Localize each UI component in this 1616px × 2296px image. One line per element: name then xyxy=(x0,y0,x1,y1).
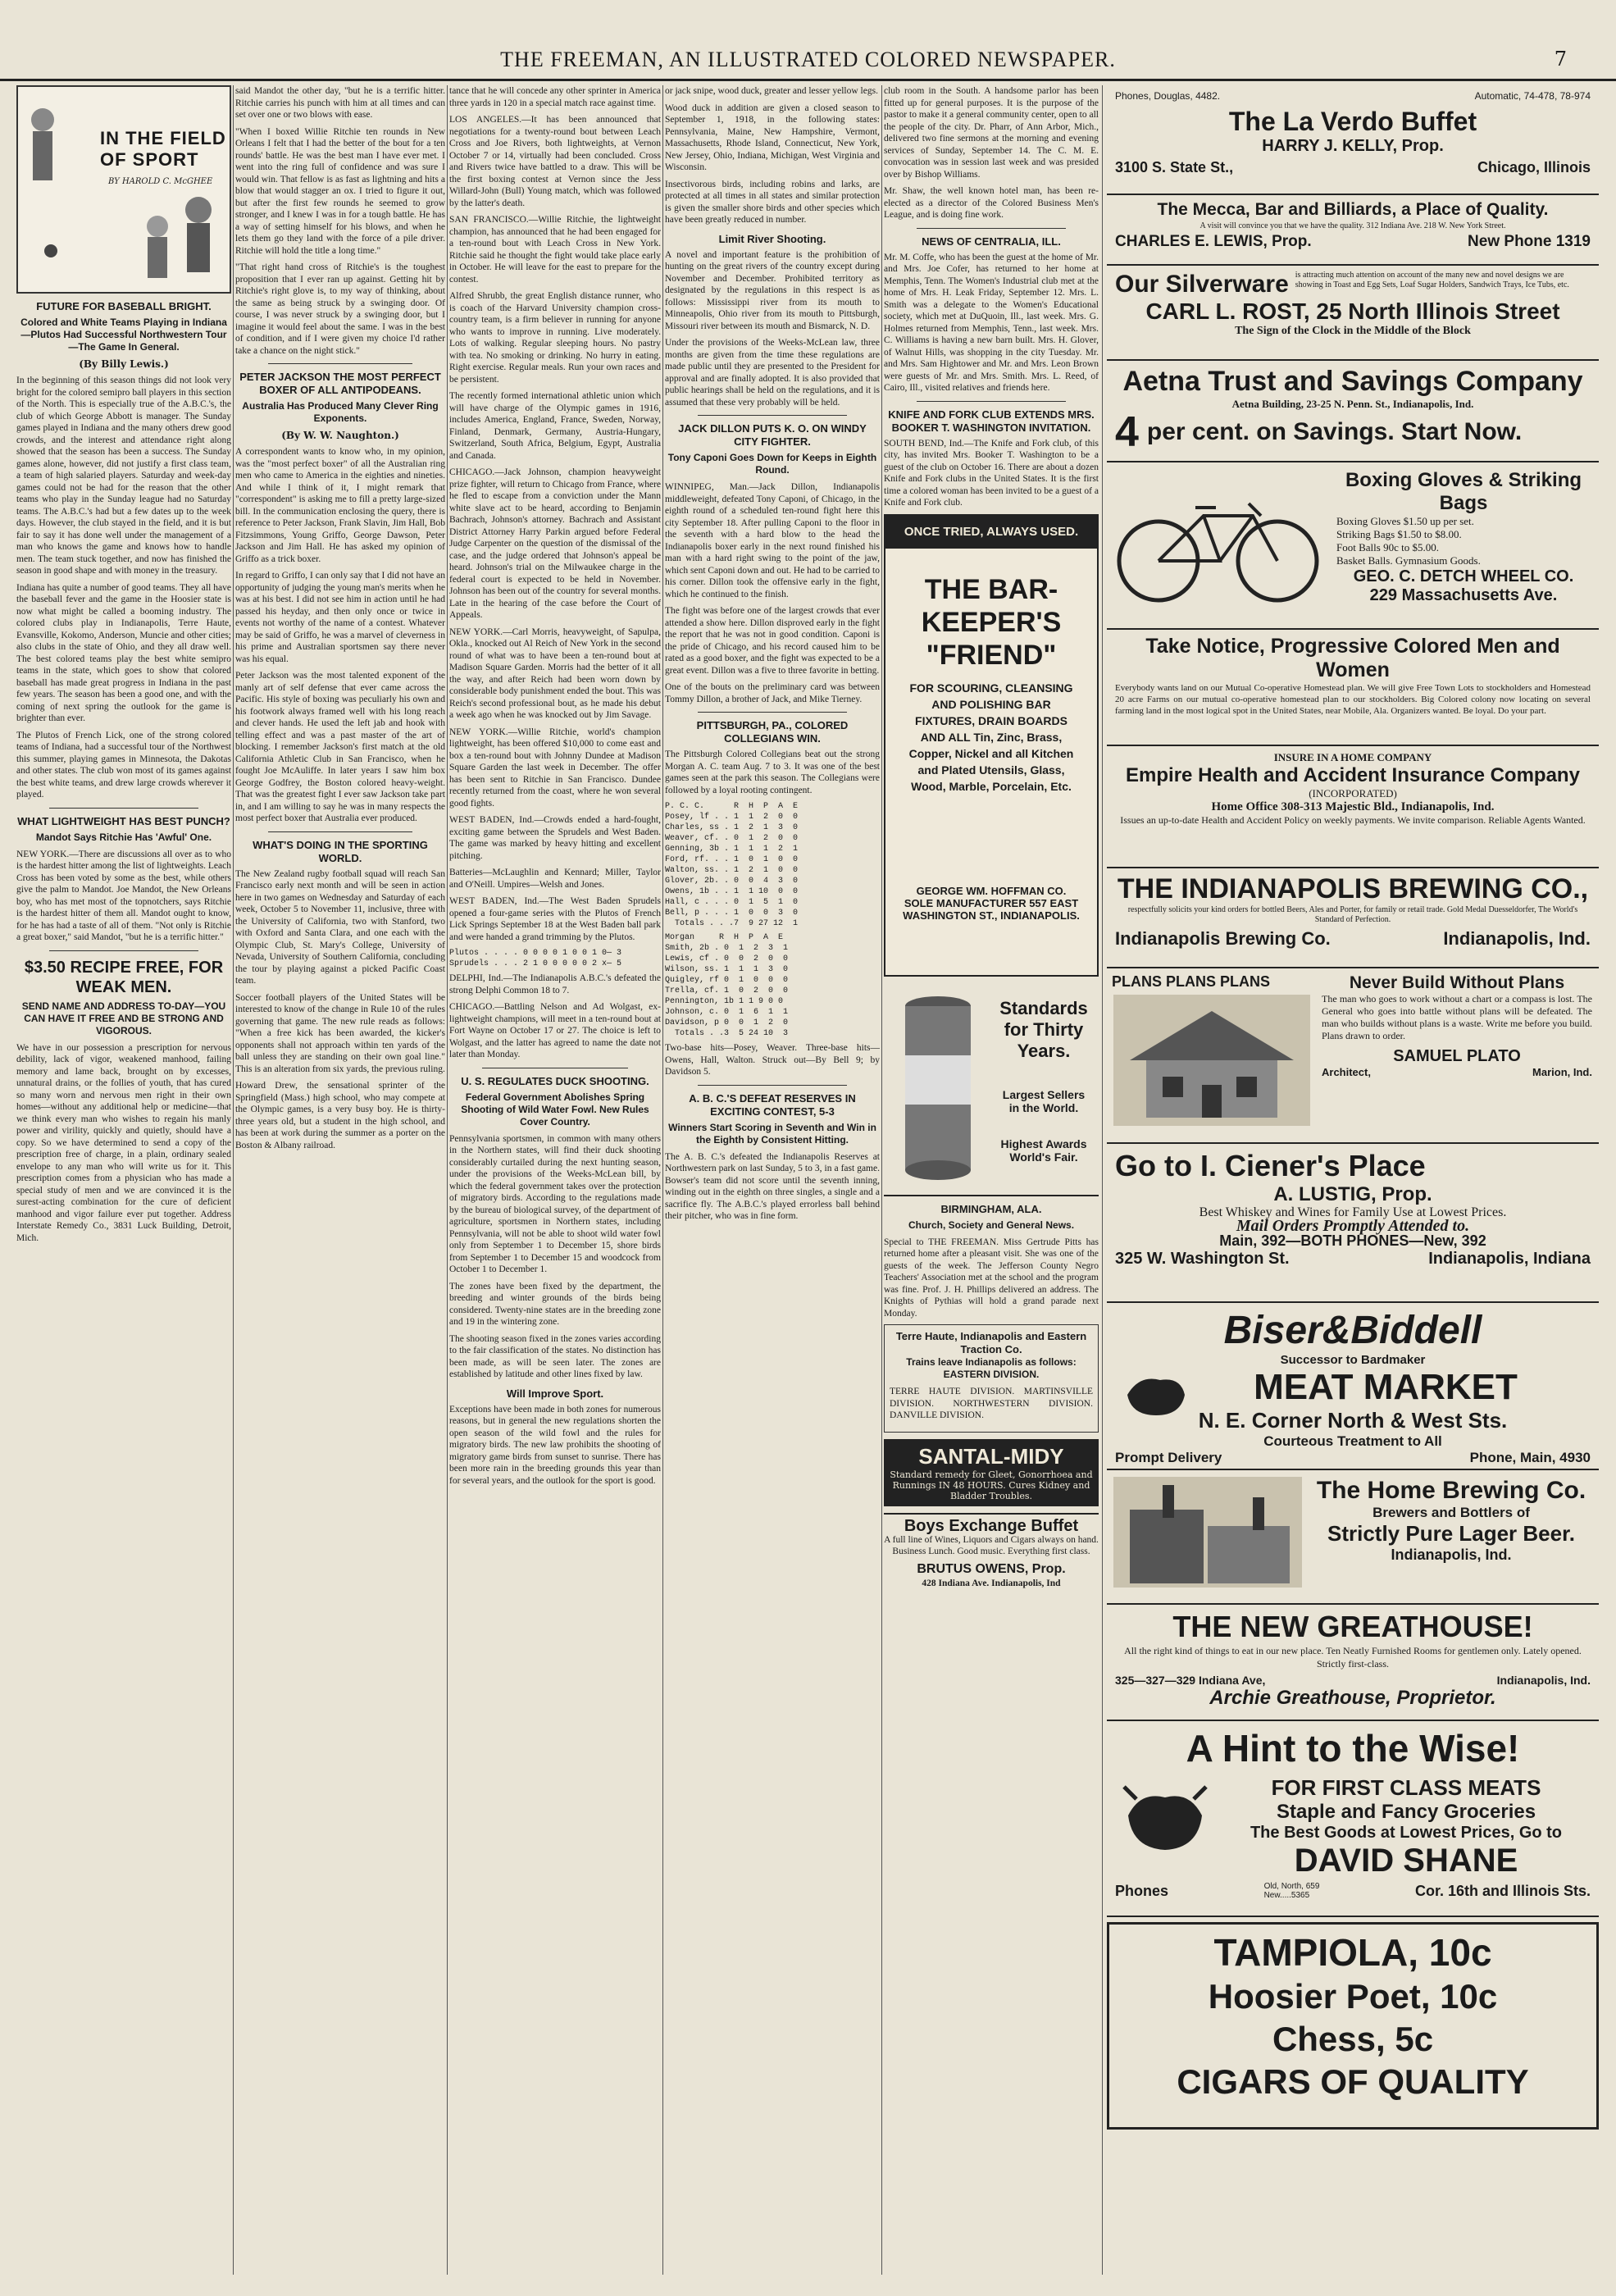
article-paragraph: Pennsylvania sportsmen, in common with many others in the Northern states, will find their duck shooting considerably curtailed during the next hunting season, under the provisions of the Weeks-McLean bill, by which the federal government takes over the protection of migratory birds. According to the regulations made by the bureau of biological survey, of the department of agriculture, sportsmen in Northern states, including Pennsylvania, will not be able to shoot wild water fowl only from September 1 to December 15, shore birds from September 1 to December 15 and woodcock from October 1 to December 1. xyxy=(449,1133,661,1274)
ad-address: 229 Massachusetts Ave. xyxy=(1369,586,1558,604)
subhead: Limit River Shooting. xyxy=(718,232,826,245)
subheadline: Australia Has Produced Many Clever Ring Exponents. xyxy=(242,400,439,424)
subheadline: Colored and White Teams Playing in Indiana—Plutos Had Successful Northwestern Tour—The Game In General. xyxy=(20,317,227,353)
article-paragraph: CHICAGO.—Jack Johnson, champion heavyweight prize fighter, will return to Chicago from France, where he fled to escape from a conviction under the Mann white slave act to be heard, according to Benjamin Bachrach, Johnson's attorney. Bachrach and Assistant District Attorney Harry Parkin argued before Federal Judge Carpenter on the question of the dismissal of the case, and the judge ordered that Johnson's appeal be heard. Johnson's trial on the Milwaukee charge in the federal court is expected to be held in November. Johnson has been out of the country for several months. Late in the hearing of the case before the Court of Appeals. xyxy=(449,467,661,620)
article-paragraph: DELPHI, Ind.—The Indianapolis A.B.C.'s defeated the strong Delphi Common 18 to 7. xyxy=(449,973,661,995)
ad-phone: New Phone 1319 xyxy=(1468,233,1591,250)
article-paragraph: CHICAGO.—Battling Nelson and Ad Wolgast, ex-lightweight champions, will meet in a ten-round bout at Fort Wayne on October 17 or 27. The choice is left to Wolgast, and the latter has agreed to name the date not later than Monday. xyxy=(449,1002,661,1059)
divider xyxy=(917,228,1066,229)
ad-line: Boxing Gloves $1.50 up per set. xyxy=(1336,515,1474,527)
ad-text: Mail Orders Promptly Attended to. xyxy=(1236,1217,1470,1235)
ad-text: A full line of Wines, Liquors and Cigars always on hand. Business Lunch. Good music. Everything first class. xyxy=(884,1534,1099,1556)
ad-tagline: INSURE IN A HOME COMPANY xyxy=(1273,751,1432,763)
ad-city: Marion, Ind. xyxy=(1532,1066,1592,1078)
ad-address: Home Office 308-313 Majestic Bld., Indianapolis, Ind. xyxy=(1211,800,1495,813)
ad-address: Cor. 16th and Illinois Sts. xyxy=(1414,1882,1591,1899)
silverware-ad xyxy=(1107,266,1599,361)
ad-proprietor: CHARLES E. LEWIS, Prop. xyxy=(1115,233,1312,250)
ad-line: CIGARS OF QUALITY xyxy=(1177,2062,1529,2101)
article-paragraph: Alfred Shrubb, the great English distance runner, who is coach of the Harvard University champion cross-country team, is a firm believer in running for anyone who wants to improve in running. Live moderately. Lots of walking. Regular sleeping hours. No pastry with tea. No smoking or drinking. No hurry in eating. Right exercise. Regular meals. Run your own races and be persistent. xyxy=(449,291,661,385)
article-paragraph: The Pittsburgh Colored Collegians beat out the strong Morgan A. C. team Aug. 7 to 3. It was one of the best games seen at the park this season. The Collegians were followed by a loyal rooting contingent. xyxy=(665,749,880,795)
headline: JACK DILLON PUTS K. O. ON WINDY CITY FIGHTER. xyxy=(678,422,867,448)
ad-name: CARL L. ROST, 25 North Illinois Street xyxy=(1145,298,1560,324)
ad-headline: Never Build Without Plans xyxy=(1349,973,1565,992)
traction-ad xyxy=(884,1324,1099,1433)
mecca-ad xyxy=(1107,195,1599,266)
subhead: Will Improve Sport. xyxy=(506,1387,604,1400)
ad-proprietor: Archie Greathouse, Proprietor. xyxy=(1209,1687,1496,1709)
biser-biddell-ad xyxy=(1107,1303,1599,1470)
ad-headline: THE INDIANAPOLIS BREWING CO., xyxy=(1117,873,1589,904)
ad-name: Indianapolis Brewing Co. xyxy=(1115,928,1331,949)
aetna-ad xyxy=(1107,361,1599,462)
ad-text: Prompt Delivery xyxy=(1115,1450,1222,1465)
column-1 xyxy=(16,85,231,2275)
ad-text: Courteous Treatment to All xyxy=(1263,1433,1442,1449)
homestead-ad xyxy=(1107,630,1599,746)
ad-name: DAVID SHANE xyxy=(1294,1843,1518,1879)
column-rule xyxy=(662,85,663,2275)
ad-headline: The Mecca, Bar and Billiards, a Place of Quality. xyxy=(1157,200,1549,219)
ad-address: Aetna Building, 23-25 N. Penn. St., Indianapolis, Ind. xyxy=(1231,398,1474,410)
ad-subheadline: Trains leave Indianapolis as follows: EASTERN DIVISION. xyxy=(906,1356,1077,1380)
ciener-ad xyxy=(1107,1144,1599,1303)
article-paragraph: "That right hand cross of Ritchie's is the toughest proposition that I ever ran up against. Getting hit by Ritchie's right glove is, to my way of thinking, about the same as being struck by a swinging door. Of course, I was never struck by a swinging door, but I imagine it would feel about the same. I was in the best of condition, and if I were given my choice I'd rather take a chance on the night stick." xyxy=(235,262,445,356)
ad-text: Everybody wants land on our Mutual Co-operative Homestead plan. We will give Free Town Lots to stockholders and Homestead 20 acre Farms on our mutual co-operative homestead plan to our stockholders. Big Colored colony now locating on several farming land in the most logical spot in the United States, near Mobile, Ala. Organizers wanted. Be loyal. Do your part. xyxy=(1115,683,1591,716)
ad-headline: Go to I. Ciener's Place xyxy=(1115,1149,1426,1182)
column-rule xyxy=(233,85,234,2275)
ad-city: Indianapolis, Ind. xyxy=(1443,928,1591,949)
article-paragraph: NEW YORK.—Willie Ritchie, world's champion lightweight, has been offered $10,000 to come east and box a ten-round bout with Johnny Dundee at Madison Square Garden the last week in December. The offer has been sent to Ritchie in San Francisco. Dundee recently returned from the coast, where he won several good fights. xyxy=(449,727,661,809)
article-paragraph: Two-base hits—Posey, Weaver. Three-base hits—Owens, Hall, Walton. Struck out—By Bell 9; by Davidson 5. xyxy=(665,1043,880,1077)
article-paragraph: LOS ANGELES.—It has been announced that negotiations for a twenty-round bout between Leach Cross and Joe Rivers, both lightweights, at Vernon October 7 or 14, virtually had been concluded. Cross and Rivers twice have battled to a draw. This will be the first boxing contest at Vernon since the Jess Willard-John (Bull) Young match, which was followed by the latter's death. xyxy=(449,115,661,208)
ad-title: PLANS PLANS PLANS xyxy=(1112,973,1271,990)
ad-text: Highest Awards World's Fair. xyxy=(1000,1137,1087,1164)
article-paragraph: WEST BADEN, Ind.—The West Baden Sprudels opened a four-game series with the Plutos of French Lick Springs September 18 at the West Baden ball park and were handed a grand trimming by the Plutos. xyxy=(449,896,661,942)
hoffman-ad xyxy=(884,982,1099,1196)
article-paragraph: WINNIPEG, Man.—Jack Dillon, Indianapolis middleweight, defeated Tony Caponi, of Chicago, in the eighth round of a scheduled ten-round fight here this city September 18. After pulling Caponi to the floor in the seventh with a hard blow to the head the Indianapolis boxer early in the next round finished his man with a hard right swing to the point of the jaw, which sent Caponi down and out. He had to be carried to his corner. Dillon took the offensive early in the fight, which he continued to the finish. xyxy=(665,482,880,599)
ad-line: Striking Bags $1.50 to $8.00. xyxy=(1336,528,1462,540)
ad-line: The Best Goods at Lowest Prices, Go to xyxy=(1250,1824,1563,1842)
column-rule xyxy=(881,85,882,2275)
headline: A. B. C.'S DEFEAT RESERVES IN EXCITING CONTEST, 5-3 xyxy=(689,1091,856,1118)
article-paragraph: Indiana has quite a number of good teams. They all have the baseball fever and the game in the Hoosier state is now what might be called a booming industry. The colored clubs play in Indianapolis, Terre Haute, Evansville, Kokomo, Anderson, Muncie and other cities; also clubs in the state of Ohio, and they all draw well. The best colored teams play the best white semipro teams in the state, which goes to show that colored baseball has made great progress in Indiana in the past few years. The season has been a good one, and with the coming of next spring the outlook for the game is brighter than ever. xyxy=(16,582,231,723)
article-paragraph: Under the provisions of the Weeks-McLean law, three months are given from the time these regulations are made public until they are presented to the President for approval and are finally adopted. It is also provided that public hearings shall be held on the regulations, and it is assumed that these very probably will be held. xyxy=(665,338,880,408)
ad-headline: Boxing Gloves & Striking Bags xyxy=(1345,469,1582,514)
ad-address: 325—327—329 Indiana Ave, xyxy=(1115,1674,1266,1687)
divider xyxy=(698,415,847,416)
ad-headline: Empire Health and Accident Insurance Company xyxy=(1126,764,1580,786)
ad-text: Standard remedy for Gleet, Gonorrhoea and Runnings IN 48 HOURS. Cures Kidney and Bladder Troubles. xyxy=(890,1469,1093,1501)
ad-name: SAMUEL PLATO xyxy=(1393,1047,1521,1065)
greathouse-ad xyxy=(1107,1605,1599,1721)
ad-text: All the right kind of things to eat in our new place. Ten Neatly Furnished Rooms for gentlemen only. Lately opened. Strictly first-class. xyxy=(1124,1645,1582,1670)
laverdo-ad xyxy=(1107,85,1599,195)
article-paragraph: SOUTH BEND, Ind.—The Knife and Fork club, of this city, has invited Mrs. Booker T. Washington to be a guest of the club on October 16. There are about a dozen Knife and Fork clubs in the United States. It is the first time a colored woman has been invited to be a guest of a Knife and Fork club. xyxy=(884,438,1099,508)
article-paragraph: or jack snipe, wood duck, greater and lesser yellow legs. xyxy=(665,86,878,96)
article-paragraph: Mr. M. Coffe, who has been the guest at the home of Mr. and Mrs. Joe Cofer, has returned to her home at Memphis, Tenn. The Women's Industrial club met at the home of Mrs. H. Leak Friday, September 12. Mrs. L. Smith was a delegate to the Women's Educational society, which met at DuQuoin, Ill., last week. Mrs. G. Holmes returned from Memphis, Tenn., last week. Mrs. C. Williams is having a new barn built. Mrs. H. Glover, of Walnut Hills, was shopping in the city Tuesday. Mr. and Mrs. Sam Hightower and Mr. and Mrs. Leon Brown were guests of Mr. and Mrs. Smith. Mrs. L. Reed, of Cairo, Ill., visited relatives and friends here. xyxy=(884,252,1099,393)
ad-headline: The Home Brewing Co. xyxy=(1316,1477,1586,1504)
barkeepers-friend-ad xyxy=(884,514,1099,977)
ad-label: Phones xyxy=(1115,1882,1169,1899)
ad-tagline: The Sign of the Clock in the Middle of the Block xyxy=(1235,325,1471,337)
ad-city: Indianapolis, Ind. xyxy=(1496,1674,1591,1687)
home-brewing-ad xyxy=(1107,1470,1599,1605)
ad-banner: ONCE TRIED, ALWAYS USED. xyxy=(885,516,1097,549)
article-paragraph: club room in the South. A handsome parlor has been fitted up for general purposes. It is the purpose of the pastor to make it a general community center, open to all the people of the city. Dr. Pharr, of Ann Arbor, Mich., delivered two fine sermons at the morning and evening services of Sunday, September 14. The C. M. E. convocation was in session last week and was presided over by Bishop Williams. xyxy=(884,86,1099,180)
article-paragraph: In the beginning of this season things did not look very bright for the colored semipro ball players in this section of the North. This is especially true of the A.B.C.'s, the club of which George Abbott is manager. The Sunday games played in Indiana and the many others drew good crowds, and the interest and attendance right along showed that the season has been a success. The Sunday games alone, however, did not justify a first class team, a team of high salaried players. Saturday and week-day games could not be had for the reason that the other teams who play in the Sunday league had no Saturday teams. The A.B.C.'s had but a few dates up to the week days. However, the club stayed in the field, and it is but fair to say it has done well under the management of a man who knows the game and knows how to handle men. The team stuck together, and now has finished the season in good shape and with money in the treasury. xyxy=(16,376,231,576)
boxing-goods-ad xyxy=(1107,462,1599,630)
ad-headline: A Hint to the Wise! xyxy=(1186,1727,1520,1770)
ad-text: (INCORPORATED) xyxy=(1309,787,1397,800)
ad-rate-number: 4 xyxy=(1115,408,1139,456)
ad-role: Architect, xyxy=(1322,1066,1371,1078)
headline: KNIFE AND FORK CLUB EXTENDS MRS. BOOKER T. WASHINGTON INVITATION. xyxy=(888,408,1095,434)
box-score: Morgan R H P A E Smith, 2b . 0 1 2 3 1 Lewis, cf . 0 0 2 0 0 Wilson, ss. 1 1 1 3 0 Quigley, rf 0 1 0 0 0 Trella, cf. 1 0 2 0 0 Pennington, 1b 1 1 9 0 0 Johnson, c. 0 1 6 1 1 Davidson, p 0 0 1 2 0 Totals . .3 5 24 10 3 xyxy=(665,933,789,1038)
ad-line: Basket Balls. Gymnasium Goods. xyxy=(1336,554,1481,567)
ad-headline: Terre Haute, Indianapolis and Eastern Traction Co. xyxy=(895,1330,1087,1355)
column-3 xyxy=(449,85,661,2275)
ad-headline: Aetna Trust and Savings Company xyxy=(1122,366,1583,397)
article-paragraph: A novel and important feature is the prohibition of hunting on the great rivers of the country except during November and December. Prohibited territory as designated by the regulations in this respect is as follows: Mississippi river from its mouth to Minneapolis, Ohio river from its mouth to Pittsburgh, Missouri river between its mouth and Bismarck, N. D. xyxy=(665,249,880,331)
ad-address: 325 W. Washington St. xyxy=(1115,1250,1290,1268)
article-paragraph: NEW YORK.—Carl Morris, heavyweight, of Sapulpa, Okla., knocked out Al Reich of New York in the second round of what was to have been a ten-round bout at Madison Square Garden. Morris had the better of it all the way, and after Reich had been worn down by considerable body punishment ended the bout. This was Reich's second professional bout, as he made his debut a week ago when he was knocked out by Jim Savage. xyxy=(449,626,661,720)
page-number: 7 xyxy=(1554,48,1567,71)
column-2 xyxy=(235,85,445,2275)
ad-text: Successor to Bardmaker xyxy=(1280,1353,1426,1367)
ad-proprietor: A. LUSTIG, Prop. xyxy=(1273,1183,1432,1205)
box-score: P. C. C. R H P A E Posey, lf . . 1 1 2 0 0 Charles, ss . 1 2 1 3 0 Weaver, cf. . 0 1 2 0 0 Genning, 3b . 1 1 1 2 1 Ford, rf. . . 1 0 1 0 0 Walton, ss. . 1 2 1 0 0 Glover, 2b. . 0 0 4 3 0 Owens, 1b . . 1 1 10 0 0 Hall, c . . . 0 1 5 1 0 Bell, p . . . 1 0 0 3 0 Totals . . .7 9 27 12 1 xyxy=(665,802,799,928)
ad-line: Foot Balls 90c to $5.00. xyxy=(1336,541,1439,554)
article-paragraph: Insectivorous birds, including robins and larks, are protected at all times in all states and similar protection is given the smaller shore birds and other species which have been greatly reduced in number. xyxy=(665,179,880,225)
ad-rate-text: per cent. on Savings. Start Now. xyxy=(1146,418,1523,445)
ad-headline: Our Silverware xyxy=(1115,271,1289,298)
bull-icon xyxy=(1123,1370,1189,1419)
headline: PITTSBURGH, PA., COLORED COLLEGIANS WIN. xyxy=(696,719,849,745)
subheadline: Federal Government Abolishes Spring Shooting of Wild Water Fowl. New Rules Cover Country. xyxy=(461,1091,649,1128)
column-4 xyxy=(665,85,880,2275)
article-paragraph: Wood duck in addition are given a closed season to September 1, 1918, in the following states: Pennsylvania, Maine, New Hampshire, Vermont, Massachusetts, Rhode Island, Connecticut, New York, New Jersey, Ohio, Indiana, Michigan, West Virginia and Wisconsin. xyxy=(665,102,880,172)
article-paragraph: tance that he will concede any other sprinter in America three yards in 120 in a special match race against time. xyxy=(449,86,661,108)
bicycle-icon xyxy=(1113,483,1327,606)
ad-body: We have in our possession a prescription for nervous debility, lack of vigor, weakened manhood, failing memory and lame back, brought on by excesses, unnatural drains, or the follies of youth, that has cured so many worn and nervous men right in their own homes—without any additional help or medicine—that we think every man who wishes to regain his manly power and virility, quickly and quietly, should have a copy. So we have determined to send a copy of the prescription free of charge, in a plain, ordinary sealed envelope to any man who will write us for it. This prescription comes from a physician who has made a special study of men and we are convinced it is the surest-acting combination for the cure of deficient manhood and vigor failure ever put together. Address Interstate Remedy Co., 3831 Luck Building, Detroit, Mich. xyxy=(16,1042,231,1243)
page-header xyxy=(0,41,1616,81)
insurance-ad xyxy=(1107,746,1599,868)
line-score: Plutos . . . . 0 0 0 0 1 0 0 1 0— 3 Sprudels . . . 2 1 0 0 0 0 0 2 x— 5 xyxy=(449,949,622,968)
article-paragraph: SAN FRANCISCO.—Willie Ritchie, the lightweight champion, has announced that he had been engaged for a ten-round bout with Leach Cross in New York. Ritchie said he thought the fight would take place early in October. He will leave for the east to prepare for the contest. xyxy=(449,215,661,285)
divider xyxy=(49,950,198,951)
ad-city: Chicago, Illinois xyxy=(1477,159,1591,175)
boys-exchange-ad xyxy=(884,1513,1099,1590)
ad-text: Largest Sellers in the World. xyxy=(1002,1087,1086,1114)
ad-line: Hoosier Poet, 10c xyxy=(1208,1977,1498,2016)
divider xyxy=(268,831,412,832)
article-paragraph: A correspondent wants to know who, in my opinion, was the "most perfect boxer" of all the Australian ring men who came to America in the eighties and nineties. And while I think of it, I might remark that "correspondent" is asking me to fill a pretty large-sized bill. In the communication enclosing the query, there is reference to Peter Jackson, Frank Slavin, Jim Hall, Bob Fitzsimmons, Young Griffo, George Dawson, Peter Jackson and Jim Hall. He has asked my opinion of Griffo as a trick boxer. xyxy=(235,447,445,564)
ad-brand: THE BAR-KEEPER'S "FRIEND" xyxy=(921,573,1062,671)
article-paragraph: The A. B. C.'s defeated the Indianapolis Reserves at Northwestern park on last Sunday, 5 to 3, in a fast game. Bowser's team did not score until the seventh inning, winding out in the eighth on three singles, a single and a sacrifice fly. The A.B.C.'s played errorless ball behind their pitcher, who was in fine form. xyxy=(665,1151,880,1221)
ad-body: FOR SCOURING, CLEANSING AND POLISHING BAR FIXTURES, DRAIN BOARDS AND ALL Tin, Zinc, Brass, Copper, Nickel and all Kitchen and Plated Utensils, Glass, Wood, Marble, Porcelain, Etc. xyxy=(908,681,1074,793)
article-paragraph: The fight was before one of the largest crowds that ever attended a show here. Dillon disproved early in the fight the report that he was not in good condition. Caponi is the pride of Chicago, and his record caused him to be rated as a good boxer, and the fight was expected to be a great event. Dillon was a five to three favorite in betting. xyxy=(665,606,880,676)
headline: WHAT'S DOING IN THE SPORTING WORLD. xyxy=(253,838,428,864)
cartoon-illustration xyxy=(18,87,230,289)
article-paragraph: Exceptions have been made in both zones for numerous reasons, but in general the new regulations shorten the open season of the wild fowl and the rules for migratory birds. The new law prohibits the shooting of migratory game birds from sunset to sunrise. There has been more rain in the breeding grounds this year than for several years, and the outlook for the sport is good. xyxy=(449,1404,661,1486)
article-paragraph: The New Zealand rugby football squad will reach San Francisco early next month and will be seen in action here in two games on Wednesday and Saturday of each week, October 5 to November 11, inclusive, three with the University of California, two with Stanford, two with Oxford and Santa Clara, and one each with the Olympic Club, St. Mary's College, University of Nevada, University of Southern California, concluding the tour by playing against a picked Pacific Coast team. xyxy=(235,868,445,986)
santal-ad xyxy=(884,1439,1099,1506)
advertisements-column xyxy=(1107,85,1599,2275)
ad-subheadline: SEND NAME AND ADDRESS TO-DAY—YOU CAN HAVE IT FREE AND BE STRONG AND VIGOROUS. xyxy=(21,1000,226,1036)
ad-phone: New.....5365 xyxy=(1263,1891,1310,1900)
article-paragraph: Mr. Shaw, the well known hotel man, has been re-elected as a director of the Colored Business Men's League, and is doing fine work. xyxy=(884,186,1099,220)
ad-text: is attracting much attention on account of the many new and novel designs we are showing in Toast and Egg Sets, Loaf Sugar Holders, Sandwich Trays, Ice Tubs, etc. xyxy=(1295,271,1569,289)
ad-address: 428 Indiana Ave. Indianapolis, Ind xyxy=(922,1578,1061,1588)
cow-icon xyxy=(1120,1783,1210,1856)
column-rule xyxy=(447,85,448,2275)
divider xyxy=(49,808,198,809)
cigar-ad xyxy=(1107,1922,1599,2130)
column-5 xyxy=(884,85,1099,2275)
article-paragraph: NEW YORK.—There are discussions all over as to who is the hardest hitter among the list of lightweights. Leach Cross has been voted by some as the best, while others give the palm to Mandot. Joe Mandot, the New Orleans boy, who has met most of the topnotchers, says Ritchie is the hardest hitter of them all. Mandot ought to know, for he has had a taste of all of them. "Not only is Ritchie a great boxer," said Mandot, "but he is a terrific hitter." xyxy=(16,849,231,942)
ad-city: Indianapolis, Ind. xyxy=(1391,1547,1512,1563)
subheadline: Winners Start Scoring in Seventh and Win in the Eighth by Consistent Hitting. xyxy=(668,1121,876,1146)
article-paragraph: Howard Drew, the sensational sprinter of the Springfield (Mass.) high school, who may compete at the Olympic games, is a very busy boy. He is thirty-three years old, but a student in the high school, and has been at work during the summer as a porter on the Boston & Albany railroad. xyxy=(235,1081,445,1150)
article-paragraph: The shooting season fixed in the zones varies according to the fair classification of the states. No distinction has been made, as will be seen later. The zones are established by latitude and other lines fixed by law. xyxy=(449,1333,661,1379)
divider xyxy=(917,401,1066,402)
ad-maker: GEORGE WM. HOFFMAN CO. SOLE MANUFACTURER 557 EAST WASHINGTON ST., INDIANAPOLIS. xyxy=(903,884,1080,922)
article-paragraph: Soccer football players of the United States will be interested to know of the change in Rule 10 of the rules governing that game. The new rule reads as follows: "When a free kick has been awarded, the kicker's opponents shall not approach within ten yards of the ball unless they are standing on their own goal line." This is an alteration from six yards, the previous ruling. xyxy=(235,992,445,1074)
ad-text: A visit will convince you that we have the quality. 312 Indiana Ave. 218 W. New York Street. xyxy=(1199,221,1506,230)
divider xyxy=(698,712,847,713)
ad-subheadline: MEAT MARKET xyxy=(1254,1367,1518,1407)
article-paragraph: Peter Jackson was the most talented exponent of the manly art of self defense that ever came across the Pacific. His style of boxing was peculiarly his own and his footwork always framed well with his long reach and clever hands. He used the left jab and hook with telling effect and was a past master of the art of blocking. I remember Jackson's first match at the old California Athletic Club in San Francisco, when he fought Joe McAuliffe. In later years I saw him box George Godfrey, the Boston colored heavy-weight. That was the greatest fight I ever saw Jackson take part in, and I am willing to say he was in many respects the most perfect boxer that Australia ever produced. xyxy=(235,671,445,823)
column-rule xyxy=(1102,85,1103,2275)
subheadline: Tony Caponi Goes Down for Keeps in Eighth Round. xyxy=(667,452,877,476)
headline: FUTURE FOR BASEBALL BRIGHT. xyxy=(36,300,212,312)
subheadline: Church, Society and General News. xyxy=(908,1219,1075,1231)
ad-brand: SANTAL-MIDY xyxy=(918,1443,1064,1469)
ad-text: Best Whiskey and Wines for Family Use at Lowest Prices. xyxy=(1199,1205,1507,1219)
subheadline: Mandot Says Ritchie Has 'Awful' One. xyxy=(35,831,212,843)
ad-text: Issues an up-to-date Health and Accident Policy on weekly payments. We invite comparison. Reliable Agents Wanted. xyxy=(1120,814,1586,826)
article-paragraph: The recently formed international athletic union which will have charge of the Olympic games in 1916, includes America, England, France, Sweden, Norway, Finland, Denmark, Germany, Austria-Hungary, Switzerland, South Africa, Belgium, Egypt, Australia and Canada. xyxy=(449,391,661,461)
masthead-title: THE FREEMAN, AN ILLUSTRATED COLORED NEWSPAPER. xyxy=(500,48,1116,71)
ad-address: N. E. Corner North & West Sts. xyxy=(1198,1408,1508,1433)
ad-headline: Boys Exchange Buffet xyxy=(904,1516,1079,1535)
divider xyxy=(698,1085,847,1086)
ad-phone: Old, North, 659 xyxy=(1263,1882,1320,1891)
can-icon xyxy=(889,990,987,1187)
ad-name: GEO. C. DETCH WHEEL CO. xyxy=(1353,567,1574,585)
ad-city: Indianapolis, Indiana xyxy=(1428,1250,1591,1268)
ad-phone: Phones, Douglas, 4482. xyxy=(1115,90,1221,102)
ad-headline: Biser&Biddell xyxy=(1223,1309,1482,1352)
ad-text: respectfully solicits your kind orders for bottled Beers, Ales and Porter, for family or retail trade. Gold Medal Duesseldorfer, The World's Standard of Perfection. xyxy=(1127,905,1578,924)
ad-address: 3100 S. State St., xyxy=(1115,159,1234,175)
ad-headline: Standards for Thirty Years. xyxy=(999,997,1088,1061)
ad-headline: THE NEW GREATHOUSE! xyxy=(1172,1610,1533,1643)
article-paragraph: Batteries—McLaughlin and Kennard; Miller, Taylor and O'Neill. Umpires—Welsh and Jones. xyxy=(449,868,661,890)
article-paragraph: WEST BADEN, Ind.—Crowds ended a hard-fought, exciting game between the Sprudels and West Baden. The game was marked by heavy hitting and excellent pitching. xyxy=(449,815,661,861)
headline: WHAT LIGHTWEIGHT HAS BEST PUNCH? xyxy=(17,814,230,827)
cartoon-byline: BY HAROLD C. McGHEE xyxy=(108,177,213,186)
divider xyxy=(268,363,412,364)
ad-body: TERRE HAUTE DIVISION. MARTINSVILLE DIVISION. NORTHWESTERN DIVISION. DANVILLE DIVISION. xyxy=(890,1387,1093,1420)
brewing-ad xyxy=(1107,868,1599,968)
house-illustration xyxy=(1113,995,1310,1126)
ad-subheadline: Strictly Pure Lager Beer. xyxy=(1327,1521,1576,1546)
ad-text: Brewers and Bottlers of xyxy=(1372,1505,1530,1520)
byline: (By Billy Lewis.) xyxy=(79,358,169,370)
ad-line: Chess, 5c xyxy=(1272,2020,1434,2058)
article-paragraph: Special to THE FREEMAN. Miss Gertrude Pitts has returned home after a pleasant visit. She was one of the guests of the week. The Jefferson County Negro Teachers' Association met at the school and the program was fine. Prof. J. H. Phillips delivered an address. The Knights of Pythias will hold a grand parade next Monday. xyxy=(884,1237,1099,1319)
ad-headline: The La Verdo Buffet xyxy=(1228,107,1477,136)
article-paragraph: The zones have been fixed by the department, the breeding and winter grounds of the birds being considered. Twenty-nine states are in the breeding zone and 19 in the wintering zone. xyxy=(449,1281,661,1327)
headline: BIRMINGHAM, ALA. xyxy=(940,1202,1042,1215)
ad-line: TAMPIOLA, 10c xyxy=(1213,1931,1492,1974)
ad-line: Staple and Fancy Groceries xyxy=(1276,1801,1536,1823)
ad-line: FOR FIRST CLASS MEATS xyxy=(1271,1775,1541,1800)
david-shane-ad xyxy=(1107,1721,1599,1917)
sport-cartoon xyxy=(16,85,231,294)
article-paragraph: "When I boxed Willie Ritchie ten rounds in New Orleans I felt that I had the better of the bout for a ten rounds' battle. He was the best man I have ever met. I went into the ring full of confidence and was sure I would win. That fellow is as fast as lightning and hits a blow that would stagger an ox. I tried to figure it out, but after the first few rounds he seemed to grow stronger, and I knew I was in for a tough battle. He has a way of setting himself for his blows, and when he lets them go they land with the force of a pile driver. Ritchie will hold the title a long time." xyxy=(235,126,445,256)
cartoon-title: IN THE FIELD OF SPORT xyxy=(100,128,226,170)
ad-proprietor: BRUTUS OWENS, Prop. xyxy=(917,1561,1066,1576)
ad-headline: $3.50 RECIPE FREE, FOR WEAK MEN. xyxy=(24,958,224,996)
headline: NEWS OF CENTRALIA, ILL. xyxy=(922,235,1061,248)
article-paragraph: The Plutos of French Lick, one of the strong colored teams of Indiana, had a successful tour of the Northwest this summer, playing games in Minnesota, the Dakotas and other states. The club won most of its games against the best white teams, and drew large crowds wherever it played. xyxy=(16,730,231,800)
article-paragraph: said Mandot the other day, "but he is a terrific hitter. Ritchie carries his punch with him at all times and can set over one or two blows with ease. xyxy=(235,86,445,120)
brewery-illustration xyxy=(1113,1477,1302,1588)
ad-phones: Main, 392—BOTH PHONES—New, 392 xyxy=(1219,1232,1486,1249)
headline: U. S. REGULATES DUCK SHOOTING. xyxy=(461,1074,649,1087)
article-paragraph: One of the bouts on the preliminary card was between Tommy Dillon, a brother of Jack, and Mike Tierney. xyxy=(665,682,880,704)
article-paragraph: In regard to Griffo, I can only say that I did not have an opportunity of judging the young man's merits when he was at his best. I did not see him in action until he had passed his heyday, and then only once or twice in events not worthy of the name of a contest. Whatever may be said of Griffo, he was a marvel of cleverness in his prime and Australian sportsmen say there never was his equal. xyxy=(235,571,445,664)
headline: PETER JACKSON THE MOST PERFECT BOXER OF ALL ANTIPODEANS. xyxy=(239,371,441,396)
ad-proprietor: HARRY J. KELLY, Prop. xyxy=(1262,137,1444,155)
byline: (By W. W. Naughton.) xyxy=(281,430,399,441)
ad-phone: Automatic, 74-478, 78-974 xyxy=(1474,90,1591,102)
ad-phone: Phone, Main, 4930 xyxy=(1469,1450,1591,1465)
ad-headline: Take Notice, Progressive Colored Men and Women xyxy=(1145,635,1560,681)
plans-ad xyxy=(1107,968,1599,1144)
ad-text: The man who goes to work without a chart or a compass is lost. The General who goes into battle without plans will be defeated. The man who builds without plans is a waste. Write me before you build. Plans drawn to order. xyxy=(1322,993,1592,1041)
